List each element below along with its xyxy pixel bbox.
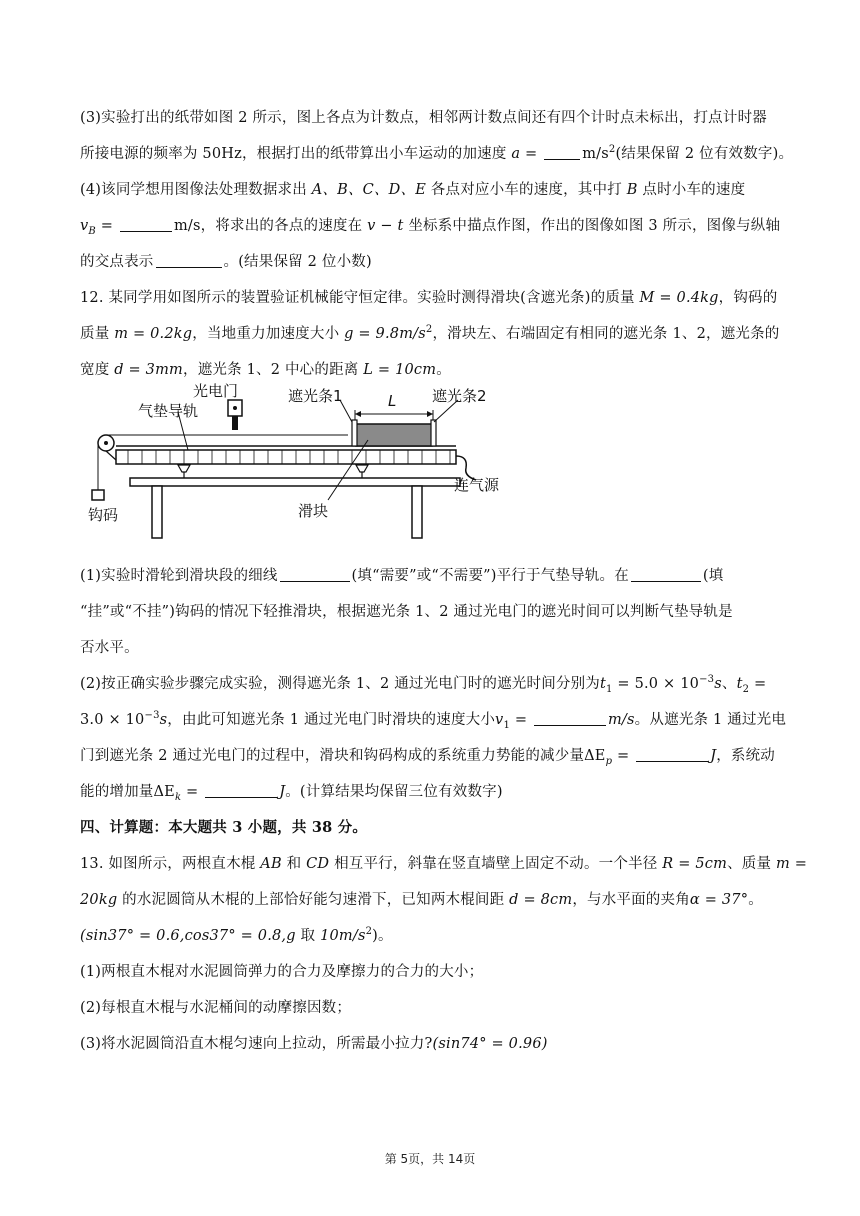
math-var: α = 37° xyxy=(689,892,749,908)
answer-blank[interactable] xyxy=(636,745,708,762)
superscript: −3 xyxy=(144,710,160,722)
text-segment: ，与水平面的夹角 xyxy=(572,892,690,908)
text-segment: 否水平。 xyxy=(80,640,139,656)
math-var: v − t xyxy=(367,218,404,234)
text-line xyxy=(80,244,785,280)
superscript: −3 xyxy=(699,674,715,686)
math-var: (sin74° = 0.96) xyxy=(432,1036,548,1052)
math-var: d = 3mm xyxy=(114,362,183,378)
text-line xyxy=(80,630,785,666)
text-line xyxy=(80,954,785,990)
text-segment: 13. 如图所示，两根直木棍 xyxy=(80,856,261,872)
text-segment: ，遮光条 1、2 中心的距离 xyxy=(183,362,364,378)
text-segment: = 5.0 × 10 xyxy=(612,676,700,692)
answer-blank[interactable] xyxy=(156,251,222,268)
text-line xyxy=(80,558,785,594)
air-track xyxy=(116,450,456,464)
answer-blank[interactable] xyxy=(205,781,277,798)
math-var: A、B、C、D、E xyxy=(311,182,426,198)
label-photogate: 光电门 xyxy=(193,382,239,400)
page-footer: 第 5页，共 14页 xyxy=(384,1152,476,1166)
table-leg-left xyxy=(152,486,162,538)
math-var: (sin37° = 0.6,cos37° = 0.8,g xyxy=(80,928,296,944)
weight xyxy=(92,490,104,500)
text-line xyxy=(80,918,785,954)
math-var: s xyxy=(714,676,722,692)
label-air-track: 气垫导轨 xyxy=(138,402,199,420)
answer-blank[interactable] xyxy=(120,215,172,232)
strip-1 xyxy=(352,420,357,446)
text-segment: 宽度 xyxy=(80,362,115,378)
text-line xyxy=(80,882,785,918)
text-segment: 各点对应小车的速度，其中打 xyxy=(425,182,627,198)
text-segment: (填“需要”或“不需要”)平行于气垫导轨。在 xyxy=(351,568,629,584)
superscript: 2 xyxy=(365,926,373,938)
text-segment: (2)按正确实验步骤完成实验，测得遮光条 1、2 通过光电门时的遮光时间分别为 xyxy=(80,676,601,692)
math-var: t xyxy=(600,676,607,692)
text-line xyxy=(80,990,785,1026)
subscript: k xyxy=(174,791,182,803)
text-segment: 、 xyxy=(721,676,737,692)
text-line xyxy=(80,738,785,774)
subscript: 1 xyxy=(606,683,613,695)
section-heading xyxy=(80,810,785,846)
text-segment: 。(计算结果均保留三位有效数字) xyxy=(285,784,503,800)
answer-blank[interactable] xyxy=(631,565,701,582)
text-segment: = xyxy=(520,146,543,162)
text-segment: 取 xyxy=(295,928,321,944)
text-segment: = xyxy=(510,712,532,728)
math-var: a xyxy=(511,146,521,162)
text-segment: m/s xyxy=(582,146,609,162)
text-line xyxy=(80,172,785,208)
text-segment: 坐标系中描点作图，作出的图像如图 3 所示，图像与纵轴 xyxy=(403,218,781,234)
text-segment: = xyxy=(95,218,118,234)
math-var: AB xyxy=(260,856,282,872)
text-line xyxy=(80,280,785,316)
text-line xyxy=(80,774,785,810)
track-support-left xyxy=(178,465,190,472)
text-segment: 和 xyxy=(281,856,307,872)
text-line xyxy=(80,846,808,882)
answer-blank[interactable] xyxy=(544,143,580,160)
text-segment: 能的增加量 xyxy=(80,784,154,800)
text-segment: 3.0 × 10 xyxy=(80,712,145,728)
text-line xyxy=(80,666,785,702)
text-segment: ，当地重力加速度大小 xyxy=(192,326,345,342)
math-var: s xyxy=(159,712,168,728)
track-support-right xyxy=(356,465,368,472)
math-var: m/s xyxy=(607,712,635,728)
math-var: ΔE xyxy=(584,748,606,764)
text-segment: (1)两根直木棍对水泥圆筒弹力的合力及摩擦力的合力的大小； xyxy=(80,964,484,980)
text-segment: (3)实验打出的纸带如图 2 所示，图上各点为计数点，相邻两计数点间还有四个计时点未标出，打点计时器 xyxy=(80,110,767,126)
math-var: ΔE xyxy=(153,784,175,800)
answer-blank[interactable] xyxy=(280,565,350,582)
text-segment: 的水泥圆筒从木棍的上部恰好能匀速滑下，已知两木棍间距 xyxy=(117,892,510,908)
text-line xyxy=(80,1026,785,1062)
strip-2 xyxy=(431,420,436,446)
text-segment: = xyxy=(612,748,635,764)
text-segment: )。 xyxy=(372,928,393,944)
text-segment: m/s，将求出的各点的速度在 xyxy=(173,218,368,234)
text-segment: (填 xyxy=(702,568,724,584)
text-segment: (结果保留 2 位有效数字)。 xyxy=(615,146,794,162)
text-segment: 、质量 xyxy=(727,856,776,872)
text-segment: 门到遮光条 2 通过光电门的过程中，滑块和钩码构成的系统重力势能的减少量 xyxy=(80,748,585,764)
math-var: v xyxy=(495,712,504,728)
math-var: R = 5cm xyxy=(662,856,728,872)
text-segment: ，系统动 xyxy=(716,748,776,764)
text-segment: (1)实验时滑轮到滑块段的细线 xyxy=(80,568,278,584)
table-leg-right xyxy=(412,486,422,538)
subscript: 2 xyxy=(742,683,750,695)
label-weight: 钩码 xyxy=(88,506,119,524)
superscript: 2 xyxy=(425,324,433,336)
text-segment: 。从遮光条 1 通过光电 xyxy=(634,712,787,728)
math-var: J xyxy=(710,748,717,764)
math-var: m = xyxy=(776,856,808,872)
math-var: v xyxy=(80,218,89,234)
label-strip-1: 遮光条1 xyxy=(288,387,343,405)
math-var: 20kg xyxy=(80,892,118,908)
text-segment: 质量 xyxy=(80,326,115,342)
math-var: CD xyxy=(306,856,330,872)
text-line xyxy=(80,100,785,136)
text-segment: ，由此可知遮光条 1 通过光电门时滑块的速度大小 xyxy=(167,712,496,728)
text-segment: (4)该同学想用图像法处理数据求出 xyxy=(80,182,312,198)
answer-blank[interactable] xyxy=(534,709,606,726)
text-segment: 。 xyxy=(748,892,763,908)
math-var: J xyxy=(279,784,286,800)
subscript: p xyxy=(605,755,613,767)
math-var: M = 0.4kg xyxy=(639,290,719,306)
table-top xyxy=(130,478,460,486)
text-line xyxy=(80,136,794,172)
text-segment: 所接电源的频率为 50Hz，根据打出的纸带算出小车运动的加速度 xyxy=(80,146,512,162)
math-var: B xyxy=(626,182,638,198)
label-strip-2: 遮光条2 xyxy=(432,387,487,405)
text-segment: ，钩码的 xyxy=(718,290,778,306)
subscript: 1 xyxy=(503,719,511,731)
superscript: 2 xyxy=(608,144,616,156)
label-slider: 滑块 xyxy=(298,502,329,520)
label-air-source: 连气源 xyxy=(454,476,500,494)
text-segment: 四、计算题：本大题共 3 小题，共 38 分。 xyxy=(80,819,368,836)
text-line xyxy=(80,316,785,352)
text-segment: = xyxy=(181,784,204,800)
slider xyxy=(356,424,432,446)
text-segment: 相互平行，斜靠在竖直墙壁上固定不动。一个半径 xyxy=(329,856,663,872)
math-var: g = 9.8m/s xyxy=(344,326,426,342)
text-segment: “挂”或“不挂”)钩码的情况下轻推滑块，根据遮光条 1、2 通过光电门的遮光时间可以判断气垫导轨是 xyxy=(80,604,733,620)
text-line xyxy=(80,594,785,630)
text-segment: 的交点表示 xyxy=(80,254,154,270)
text-segment: 。(结果保留 2 位小数) xyxy=(223,254,372,270)
math-var: t xyxy=(736,676,743,692)
math-var: L = 10cm xyxy=(363,362,437,378)
text-segment: (2)每根直木棍与水泥桶间的动摩擦因数； xyxy=(80,1000,352,1016)
text-segment: 点时小车的速度 xyxy=(637,182,746,198)
text-segment: 12. 某同学用如图所示的装置验证机械能守恒定律。实验时测得滑块(含遮光条)的质量 xyxy=(80,290,640,306)
math-var: 10m/s xyxy=(320,928,366,944)
text-segment: 。 xyxy=(436,362,451,378)
text-segment: = xyxy=(749,676,767,692)
text-segment: (3)将水泥圆筒沿直木棍匀速向上拉动，所需最小拉力? xyxy=(80,1036,433,1052)
text-line xyxy=(80,702,785,738)
text-line xyxy=(80,208,785,244)
label-L: L xyxy=(388,392,397,410)
subscript: B xyxy=(88,225,96,237)
apparatus-figure xyxy=(88,380,538,540)
math-var: m = 0.2kg xyxy=(114,326,193,342)
math-var: d = 8cm xyxy=(509,892,573,908)
text-segment: ，滑块左、右端固定有相同的遮光条 1、2，遮光条的 xyxy=(432,326,780,342)
